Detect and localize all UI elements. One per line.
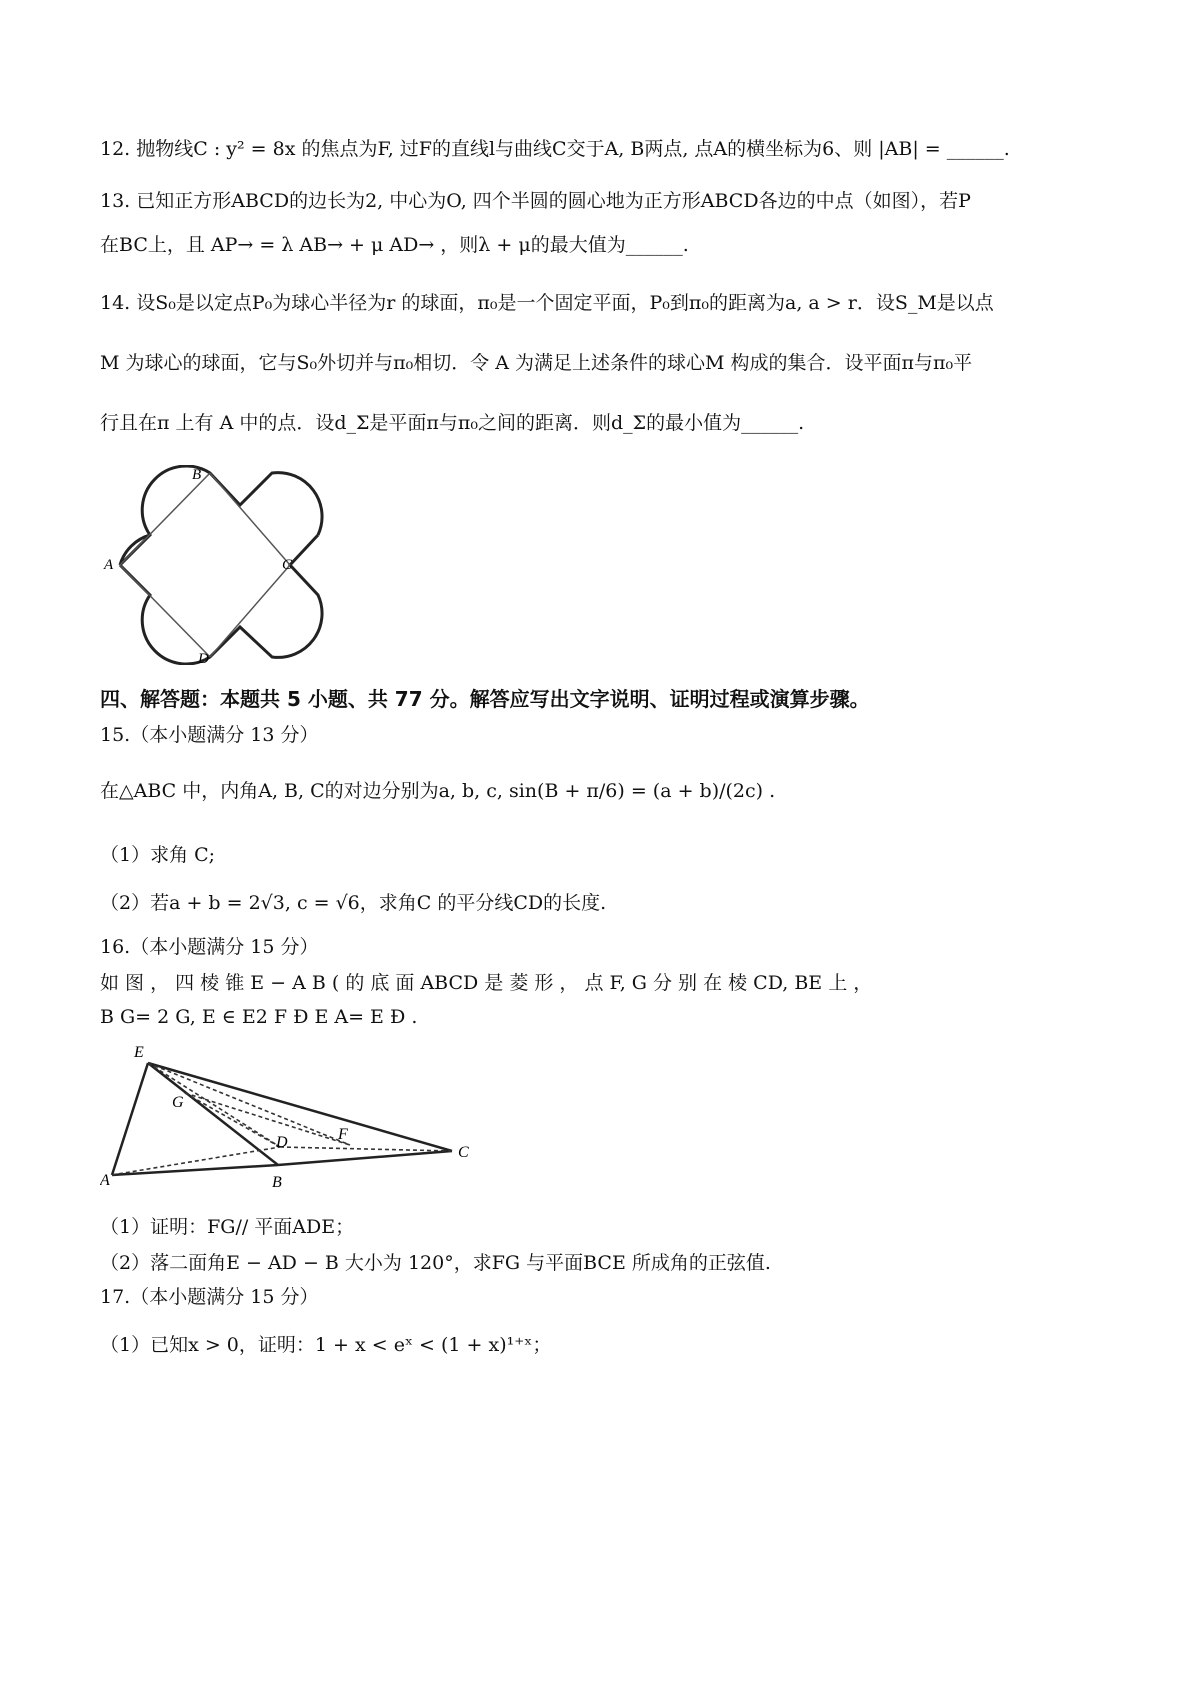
figure1-label-a: A bbox=[104, 557, 114, 573]
question-16-line-1: 如 图 ， 四 棱 锥 E − A B ( 的 底 面 ABCD 是 菱 形 ， 点 F, G 分 别 在 棱 CD, BE 上 ， bbox=[100, 972, 873, 994]
figure1-label-d: D bbox=[198, 651, 209, 665]
question-13-line-2: 在BC上，且 AP→ = λ AB→ + μ AD→ ，则λ + μ的最大值为______. bbox=[100, 234, 689, 256]
question-14-line-1: 14. 设S₀是以定点P₀为球心半径为r 的球面，π₀是一个固定平面，P₀到π₀的距离为a, a > r．设S_M是以点 bbox=[100, 292, 994, 314]
question-14-line-3: 行且在π 上有 A 中的点．设d_Σ是平面π与π₀之间的距离．则d_Σ的最小值为______. bbox=[100, 412, 805, 434]
question-15-stem: 在△ABC 中，内角A, B, C的对边分别为a, b, c, sin(B + π/6) = (a + b)/(2c) . bbox=[100, 780, 776, 802]
figure1-label-c: C bbox=[282, 557, 293, 573]
figure2-label-d: D bbox=[276, 1134, 288, 1151]
question-15-part-2: （2）若a + b = 2√3, c = √6，求角C 的平分线CD的长度. bbox=[100, 892, 607, 914]
figure-pyramid bbox=[100, 1035, 500, 1200]
figure2-label-e: E bbox=[134, 1044, 144, 1061]
question-16-line-2: B G= 2 G, E ∈ E2 F Ð E A= E Ð . bbox=[100, 1006, 418, 1028]
question-16-part-1: （1）证明：FG// 平面ADE； bbox=[100, 1216, 355, 1238]
question-14-line-2: M 为球心的球面，它与S₀外切并与π₀相切．令 A 为满足上述条件的球心M 构成的集合．设平面π与π₀平 bbox=[100, 352, 973, 374]
question-12: 12. 抛物线C : y² = 8x 的焦点为F, 过F的直线l与曲线C交于A, B两点, 点A的横坐标为6、则 |AB| = ______. bbox=[100, 138, 1010, 160]
figure2-label-f: F bbox=[338, 1126, 348, 1143]
question-17-part-1: （1）已知x > 0，证明：1 + x < eˣ < (1 + x)¹⁺ˣ； bbox=[100, 1334, 552, 1356]
question-16-title: 16.（本小题满分 15 分） bbox=[100, 936, 319, 958]
question-15-title: 15.（本小题满分 13 分） bbox=[100, 724, 319, 746]
figure2-label-c: C bbox=[458, 1144, 469, 1161]
figure1-label-b: B bbox=[192, 467, 202, 483]
figure2-label-b: B bbox=[272, 1174, 282, 1191]
question-17-title: 17.（本小题满分 15 分） bbox=[100, 1286, 319, 1308]
figure2-label-g: G bbox=[172, 1094, 184, 1111]
section-heading: 四、解答题：本题共 5 小题、共 77 分。解答应写出文字说明、证明过程或演算步骤。 bbox=[100, 687, 870, 711]
question-16-part-2: （2）落二面角E − AD − B 大小为 120°，求FG 与平面BCE 所成角的正弦值. bbox=[100, 1252, 771, 1274]
question-13-line-1: 13. 已知正方形ABCD的边长为2, 中心为O, 四个半圆的圆心地为正方形ABCD各边的中点（如图），若P bbox=[100, 190, 971, 212]
figure-square-semicircles bbox=[100, 465, 340, 665]
question-15-part-1: （1）求角 C; bbox=[100, 844, 216, 866]
figure2-label-a: A bbox=[100, 1172, 110, 1189]
